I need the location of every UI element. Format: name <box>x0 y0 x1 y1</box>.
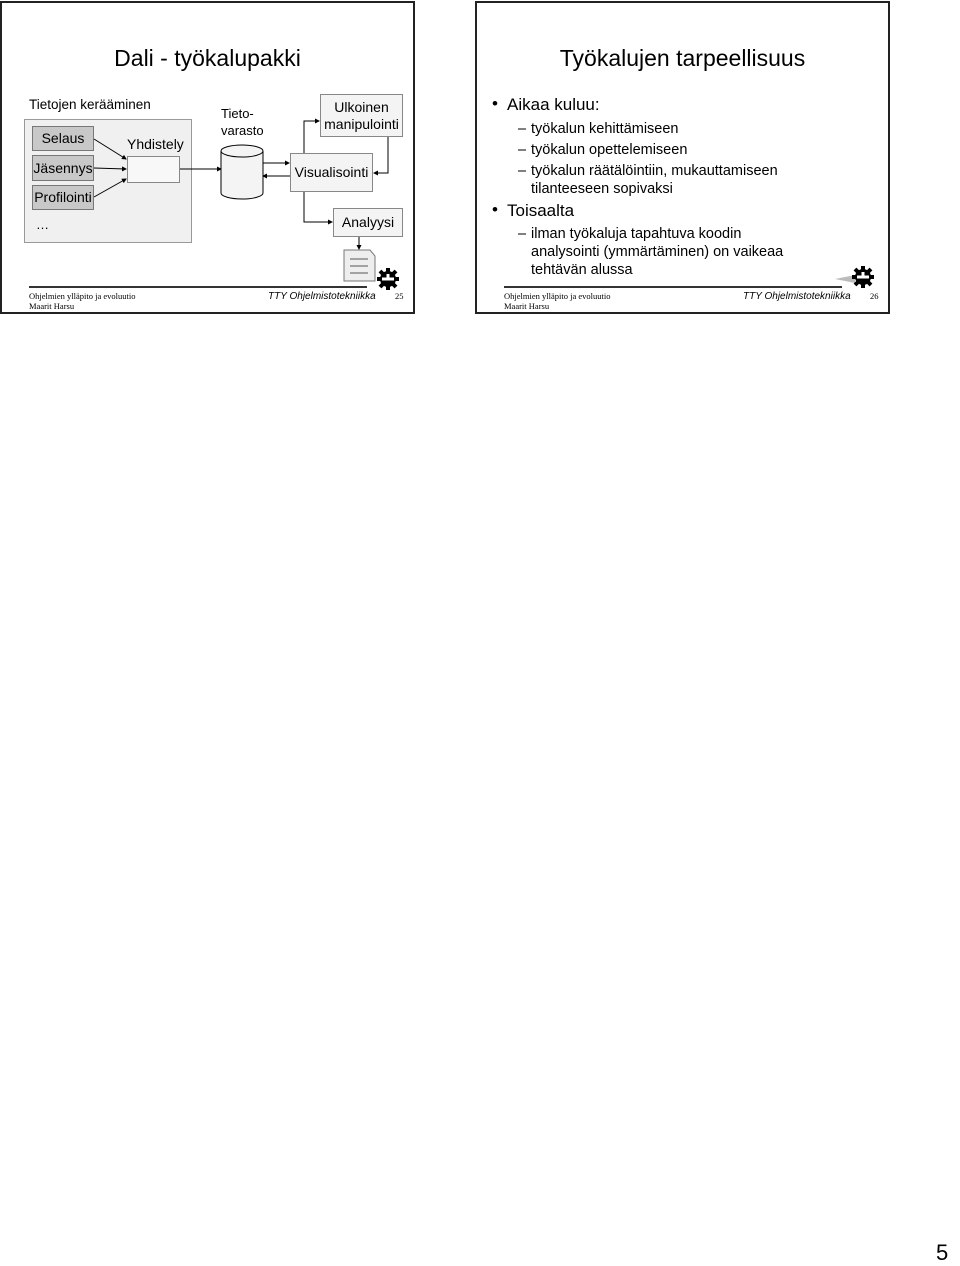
footer-divider <box>504 286 842 288</box>
slide-number: 26 <box>870 291 879 301</box>
slide-25 <box>0 1 415 314</box>
footer-course: Ohjelmien ylläpito ja evoluutio <box>504 291 611 301</box>
sub-bullet: – työkalun räätälöintiin, mukauttamiseen tilanteeseen sopivaksi <box>518 163 778 197</box>
sub-bullet-text: analysointi (ymmärtäminen) on vaikeaa <box>531 244 784 260</box>
sub-bullet-text: tilanteeseen sopivaksi <box>531 181 673 197</box>
tty-gear-logo-icon <box>852 266 874 288</box>
box-line: Ulkoinen <box>334 98 389 115</box>
slide-number: 25 <box>395 291 404 301</box>
footer-course: Ohjelmien ylläpito ja evoluutio <box>29 291 136 301</box>
sub-bullet-text: työkalun räätälöintiin, mukauttamiseen <box>531 163 778 179</box>
input-jasennys: Jäsennys <box>32 155 94 181</box>
sub-bullet-text: työkalun opettelemiseen <box>531 142 688 158</box>
bullet-text: Toisaalta <box>507 201 575 220</box>
input-selaus: Selaus <box>32 126 94 151</box>
sub-bullet: – ilman työkaluja tapahtuva koodin analysointi (ymmärtäminen) on vaikeaa tehtävän alussa <box>518 226 784 278</box>
box-line: manipulointi <box>324 115 399 132</box>
page-number: 5 <box>936 1240 949 1265</box>
ellipsis: … <box>36 217 49 232</box>
slide-title: Työkalujen tarpeellisuus <box>559 45 806 71</box>
footer-divider <box>29 286 367 288</box>
slide-title: Dali - työkalupakki <box>114 45 301 71</box>
sub-bullet-text: työkalun kehittämiseen <box>531 121 679 137</box>
bullet: • Toisaalta <box>492 200 575 220</box>
visualization-box: Visualisointi <box>290 153 373 192</box>
footer-org: TTY Ohjelmistotekniikka <box>743 291 851 302</box>
group-label: Tietojen kerääminen <box>29 97 151 112</box>
store-label-line: Tieto- <box>221 106 254 121</box>
sub-bullet-text: ilman työkaluja tapahtuva koodin <box>531 226 742 242</box>
sub-bullet: – työkalun kehittämiseen <box>518 121 679 137</box>
logo-layer <box>477 3 888 312</box>
footer-org: TTY Ohjelmistotekniikka <box>268 291 376 302</box>
footer-left <box>504 291 610 311</box>
store-label-line: varasto <box>221 123 264 138</box>
bullet: • Aikaa kuluu: <box>492 94 600 114</box>
footer-author: Maarit Harsu <box>29 301 75 311</box>
tty-gear-logo-icon <box>377 268 399 290</box>
footer-author: Maarit Harsu <box>504 301 550 311</box>
footer-left <box>29 291 135 311</box>
document-icon <box>344 250 375 281</box>
sub-bullet-text: tehtävän alussa <box>531 262 633 278</box>
slide-26 <box>475 1 890 314</box>
database-cylinder-icon <box>221 145 263 199</box>
diagram-connectors <box>2 3 413 312</box>
analysis-box: Analyysi <box>333 208 403 237</box>
merge-label: Yhdistely <box>127 136 184 152</box>
input-profilointi: Profilointi <box>32 185 94 210</box>
bullet-text: Aikaa kuluu: <box>507 95 600 114</box>
sub-bullet: – työkalun opettelemiseen <box>518 142 688 158</box>
